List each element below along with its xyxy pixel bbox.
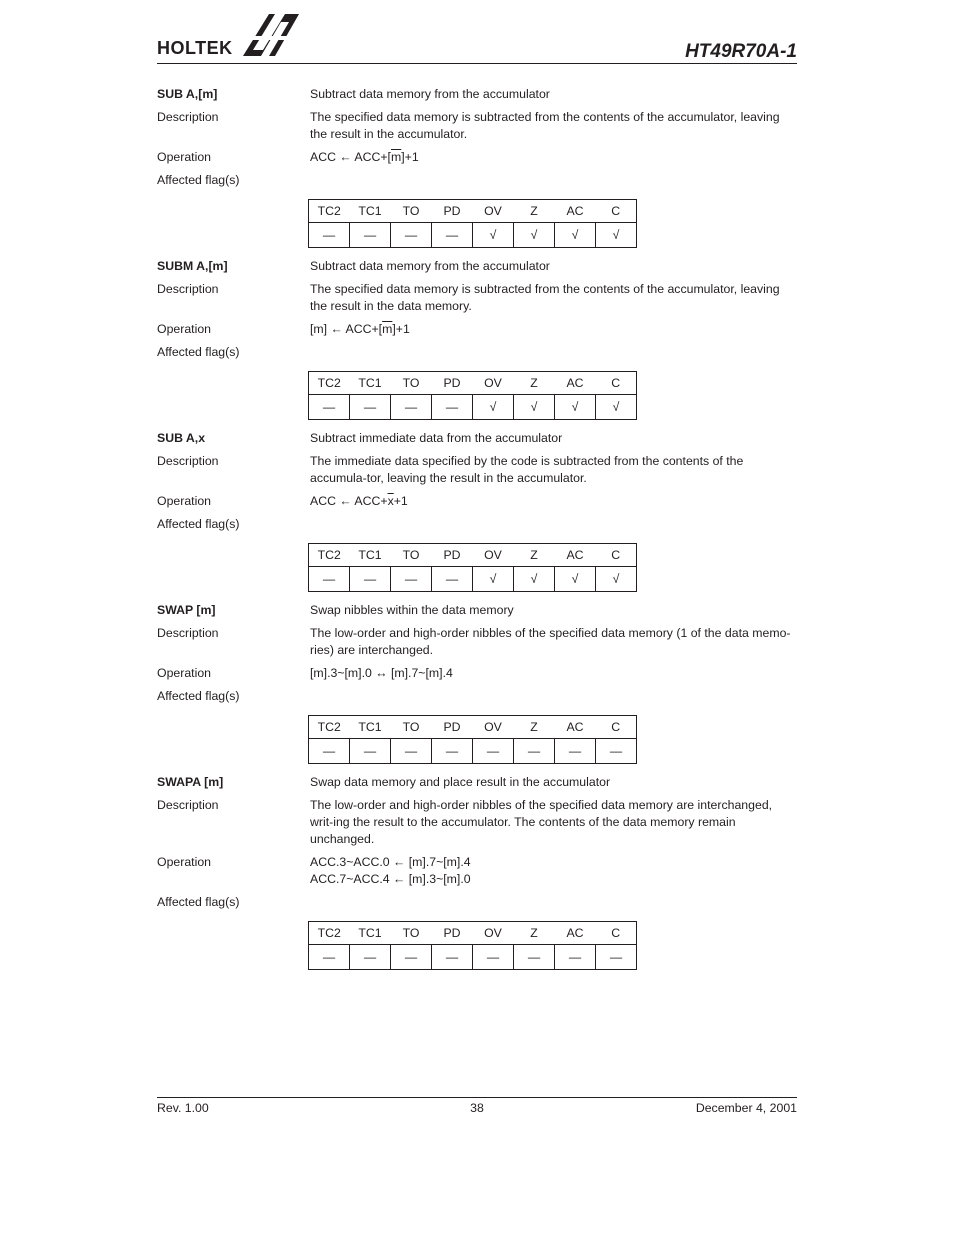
description-label: Description (157, 110, 219, 124)
flag-header: C (596, 372, 637, 395)
flag-header: AC (555, 372, 596, 395)
holtek-logo-icon (241, 12, 301, 58)
flags-table (308, 371, 637, 420)
mnemonic: SWAP [m] (157, 603, 216, 617)
date: December 4, 2001 (695, 1101, 797, 1115)
flags-table (308, 199, 637, 248)
flag-header: TC2 (309, 922, 350, 945)
header-rule (157, 63, 797, 64)
flag-header: PD (432, 716, 473, 739)
flag-header: Z (514, 922, 555, 945)
flags-table (308, 715, 637, 764)
description-text: The specified data memory is subtracted from the contents of the accumulator, leaving the result in the accumulator. (310, 110, 780, 141)
flag-header: Z (514, 372, 555, 395)
flag-value: √ (514, 567, 555, 592)
instruction-sub-a-m (157, 86, 797, 248)
flag-value: — (350, 567, 391, 592)
flag-value: √ (514, 395, 555, 420)
affected-flags-label: Affected flag(s) (157, 689, 240, 703)
revision: Rev. 1.00 (157, 1101, 209, 1115)
document-id: HT49R70A-1 (685, 41, 797, 62)
flag-header: TC2 (309, 372, 350, 395)
affected-flags-label: Affected flag(s) (157, 895, 240, 909)
flag-header: OV (473, 922, 514, 945)
flag-value: — (350, 945, 391, 970)
mnemonic: SWAPA [m] (157, 775, 224, 789)
description-label: Description (157, 282, 219, 296)
page-number: 38 (470, 1101, 484, 1115)
affected-flags-label: Affected flag(s) (157, 517, 240, 531)
flag-value: — (473, 945, 514, 970)
flag-value: — (391, 395, 432, 420)
flags-table (308, 543, 637, 592)
flag-value: √ (473, 223, 514, 248)
flag-value: √ (473, 567, 514, 592)
instruction-swap-m (157, 602, 797, 764)
description-label: Description (157, 626, 219, 640)
flag-value: — (432, 395, 473, 420)
flag-value: — (391, 945, 432, 970)
flag-header: C (596, 200, 637, 223)
operation-text: ACC ← $ACC+[\overline{m}]+1$ (310, 150, 419, 164)
flag-header: AC (555, 200, 596, 223)
flag-value: — (309, 739, 350, 764)
description-text: The low-order and high-order nibbles of the specified data memory (1 of the data memo-ries) are interchanged. (310, 626, 791, 657)
mnemonic: SUBM A,[m] (157, 259, 228, 273)
description-text: The specified data memory is subtracted from the contents of the accumulator, leaving the result in the data memory. (310, 282, 780, 313)
flag-header: AC (555, 716, 596, 739)
operation-label: Operation (157, 322, 212, 336)
summary: Subtract data memory from the accumulator (310, 259, 550, 273)
flags-table (308, 921, 637, 970)
flag-value: — (432, 567, 473, 592)
mnemonic: SUB A,x (157, 431, 206, 445)
operation-label: Operation (157, 666, 212, 680)
description-label: Description (157, 454, 219, 468)
description-text: The immediate data specified by the code is subtracted from the contents of the accumula-tor, leaving the result in the accumulator. (310, 454, 744, 485)
flag-value: — (555, 739, 596, 764)
operation-text: [m].3~[m].0 ↔ [m].7~[m].4 (310, 666, 453, 680)
footer-rule (157, 1097, 797, 1098)
flag-value: — (473, 739, 514, 764)
flag-value: — (596, 945, 637, 970)
flag-value: √ (596, 567, 637, 592)
flag-value: √ (555, 567, 596, 592)
operation-text: ACC ← $ACC+\overline{x}+1$ (310, 494, 408, 508)
flag-value: — (514, 945, 555, 970)
flag-header: TO (391, 544, 432, 567)
flag-header: PD (432, 372, 473, 395)
flag-value: √ (596, 223, 637, 248)
flag-header: TO (391, 716, 432, 739)
flag-header: OV (473, 372, 514, 395)
affected-flags-label: Affected flag(s) (157, 173, 240, 187)
operation-label: Operation (157, 494, 212, 508)
flag-header: Z (514, 716, 555, 739)
flag-header: Z (514, 200, 555, 223)
instruction-subm-a-m (157, 258, 797, 420)
flag-value: — (432, 739, 473, 764)
flag-header: C (596, 922, 637, 945)
operation-text-line1: ACC.3~ACC.0 ← [m].7~[m].4 (310, 855, 471, 869)
flag-value: — (309, 223, 350, 248)
flag-value: √ (555, 395, 596, 420)
flag-value: √ (596, 395, 637, 420)
flag-value: — (309, 945, 350, 970)
flag-value: √ (514, 223, 555, 248)
flag-header: TO (391, 922, 432, 945)
instruction-swapa-m (157, 774, 797, 970)
holtek-logo (157, 12, 302, 60)
flag-value: — (391, 739, 432, 764)
flag-value: — (391, 567, 432, 592)
operation-label: Operation (157, 150, 212, 164)
flag-value: — (432, 945, 473, 970)
flag-header: PD (432, 922, 473, 945)
flag-header: OV (473, 716, 514, 739)
flag-value: √ (555, 223, 596, 248)
flag-value: — (391, 223, 432, 248)
flag-header: PD (432, 544, 473, 567)
flag-header: TC1 (350, 922, 391, 945)
instruction-sub-a-x (157, 430, 797, 592)
flag-header: TC1 (350, 200, 391, 223)
flag-value: — (596, 739, 637, 764)
description-text: The low-order and high-order nibbles of the specified data memory are interchanged, writ-ing the result to the accumulator. The contents of the data memory remain unchanged. (310, 798, 773, 846)
flag-value: — (350, 395, 391, 420)
flag-header: C (596, 716, 637, 739)
flag-header: TO (391, 372, 432, 395)
affected-flags-label: Affected flag(s) (157, 345, 240, 359)
flag-header: AC (555, 922, 596, 945)
flag-value: — (514, 739, 555, 764)
flag-header: Z (514, 544, 555, 567)
flag-value: — (350, 739, 391, 764)
summary: Subtract data memory from the accumulator (310, 87, 550, 101)
brand-text: HOLTEK (157, 38, 233, 58)
flag-value: √ (473, 395, 514, 420)
flag-header: PD (432, 200, 473, 223)
flag-value: — (432, 223, 473, 248)
flag-value: — (350, 223, 391, 248)
flag-value: — (309, 395, 350, 420)
flag-header: OV (473, 544, 514, 567)
flag-header: TO (391, 200, 432, 223)
summary: Subtract immediate data from the accumulator (310, 431, 563, 445)
flag-header: OV (473, 200, 514, 223)
operation-text-line2: ACC.7~ACC.4 ← [m].3~[m].0 (310, 872, 471, 886)
description-label: Description (157, 798, 219, 812)
flag-header: TC2 (309, 200, 350, 223)
operation-text: [m] ← $ACC+[\overline{m}]+1$ (310, 322, 410, 336)
mnemonic: SUB A,[m] (157, 87, 218, 101)
flag-header: TC1 (350, 716, 391, 739)
flag-value: — (309, 567, 350, 592)
operation-label: Operation (157, 855, 212, 869)
flag-header: C (596, 544, 637, 567)
flag-header: TC1 (350, 372, 391, 395)
flag-value: — (555, 945, 596, 970)
summary: Swap nibbles within the data memory (310, 603, 514, 617)
flag-header: TC2 (309, 716, 350, 739)
summary: Swap data memory and place result in the accumulator (310, 775, 611, 789)
flag-header: TC2 (309, 544, 350, 567)
flag-header: TC1 (350, 544, 391, 567)
flag-header: AC (555, 544, 596, 567)
